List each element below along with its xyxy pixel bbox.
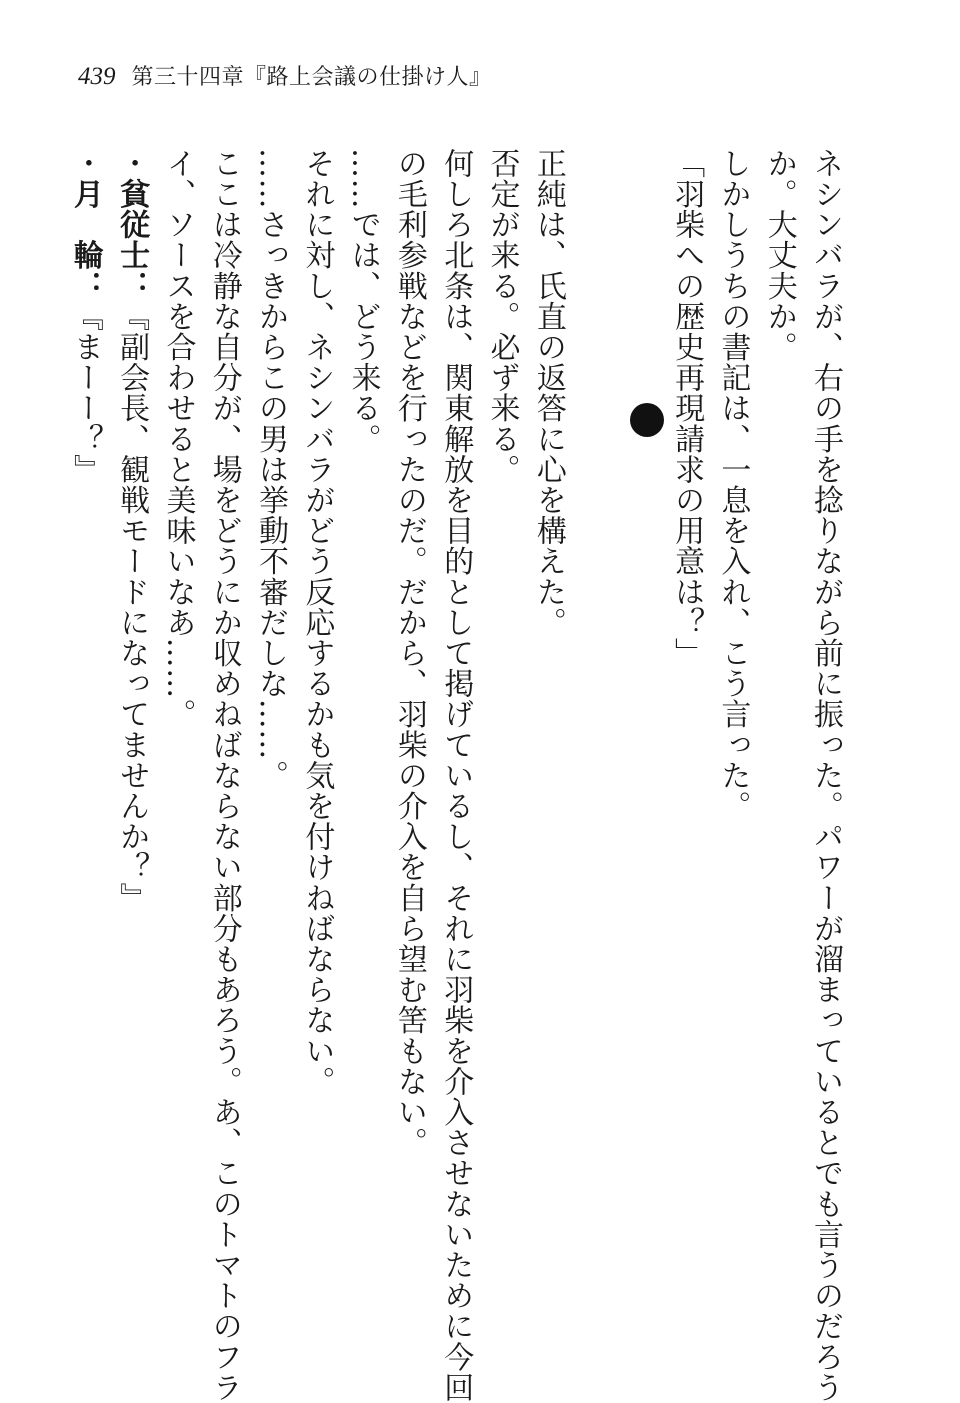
section-break-dot-icon	[630, 403, 664, 437]
chat-speaker: 貧従士	[114, 178, 150, 271]
text-line: イ、ソースを合わせると美味いなあ……。	[160, 148, 196, 730]
running-header	[78, 60, 492, 96]
body-text	[62, 148, 848, 1403]
chat-line	[108, 148, 154, 1328]
chat-bullet: ・	[67, 148, 103, 179]
chat-text: 『まーー？』	[67, 301, 103, 485]
text-line: それに対し、ネシンバラがどう反応するかも気を付けねばならない。	[299, 148, 335, 1097]
chat-line	[62, 148, 108, 1328]
text-line: ……では、どう来る。	[345, 148, 381, 454]
text-line: 正純は、氏直の返答に心を構えた。	[530, 148, 566, 638]
text-line: の毛利参戦などを行ったのだ。だから、羽柴の介入を自ら望む筈もない。	[391, 148, 427, 1158]
section-gap	[571, 148, 663, 1328]
page-number: 439	[78, 63, 116, 90]
text-line: ここは冷静な自分が、場をどうにか収めねばならない部分もあろう。あ、このトマトのフラ	[206, 148, 242, 1403]
text-line: 否定が来る。必ず来る。	[484, 148, 520, 485]
text-line: ネシンバラが、右の手を捻りながら前に振った。パワーが溜まっているとでも言うのだろう	[808, 148, 843, 1403]
chat-bullet: ・	[114, 148, 150, 179]
text-line: 「羽柴への歴史再現請求の用意は？」	[669, 148, 705, 669]
text-line: か。大丈夫か。	[761, 148, 797, 363]
chat-speaker: 月 輪	[67, 178, 103, 271]
chat-separator: ：	[114, 270, 150, 302]
text-line: 何しろ北条は、関東解放を目的として掲げているし、それに羽柴を介入させないために今回	[438, 148, 474, 1403]
chapter-title: 第三十四章『路上会議の仕掛け人』	[131, 65, 492, 90]
chat-separator: ：	[67, 270, 103, 302]
text-line: ……さっきからこの男は挙動不審だしな……。	[253, 148, 289, 791]
chat-text: 『副会長、観戦モードになってませんか？』	[114, 301, 150, 914]
text-line: しかしうちの書記は、一息を入れ、こう言った。	[715, 148, 751, 822]
